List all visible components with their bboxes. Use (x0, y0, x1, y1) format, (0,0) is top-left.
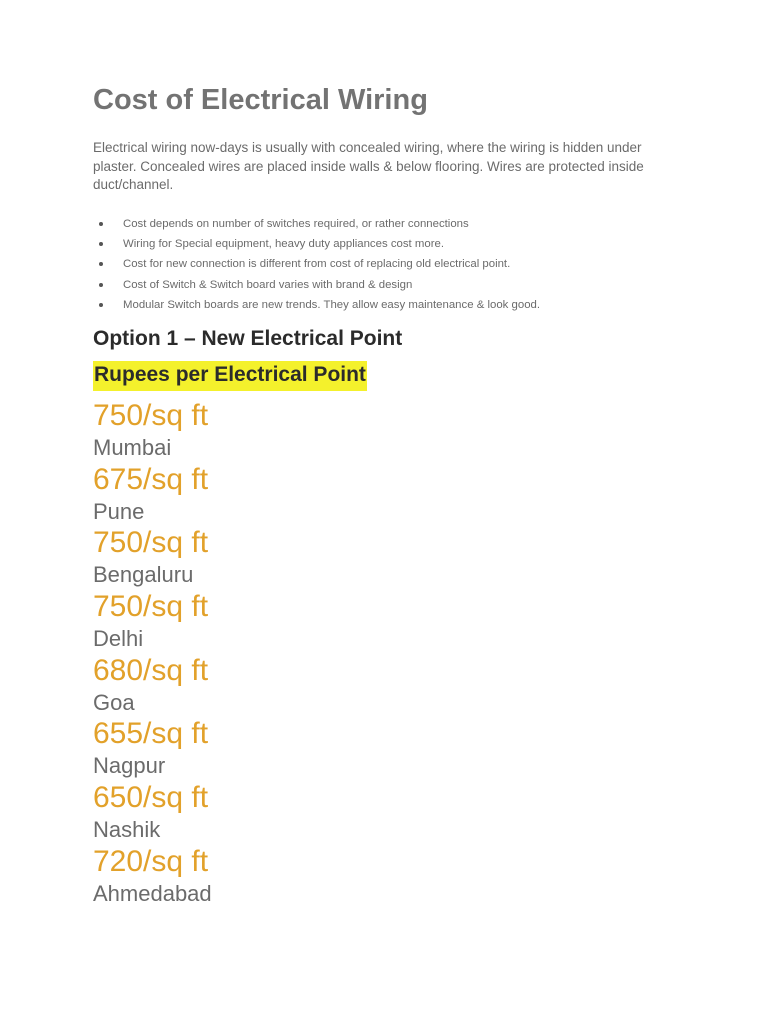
list-item (93, 277, 540, 297)
list-item-text: Cost for new connection is different from cost of replacing old electrical point. (123, 258, 511, 271)
option-heading: Option 1 – New Electrical Point (93, 327, 403, 350)
price-value: 675/sq ft (93, 462, 209, 496)
price-value: 750/sq ft (93, 399, 209, 432)
intro-paragraph: Electrical wiring now-days is usually with concealed wiring, where the wiring is hidden under plaster. Concealed wires are placed inside walls & below flooring. Wires are protected inside duct/channel. (93, 140, 644, 192)
city-name: Pune (93, 498, 145, 524)
price-value: 720/sq ft (93, 844, 209, 878)
list-item-text: Cost of Switch & Switch board varies with brand & design (123, 278, 413, 291)
list-item (93, 236, 540, 256)
bullet-icon (99, 242, 103, 246)
list-item-text: Cost depends on number of switches required, or rather connections (123, 218, 469, 230)
price-value: 750/sq ft (93, 590, 209, 624)
bullet-icon (99, 283, 103, 287)
price-value: 655/sq ft (93, 717, 209, 751)
city-name: Mumbai (93, 435, 172, 460)
highlighted-subheading: Rupees per Electrical Point (93, 361, 367, 391)
price-value: 650/sq ft (93, 781, 209, 815)
city-name: Nagpur (93, 753, 166, 779)
city-name: Ahmedabad (93, 880, 212, 906)
bullet-icon (99, 262, 103, 266)
list-item-text: Modular Switch boards are new trends. They allow easy maintenance & look good. (123, 298, 541, 311)
list-item (93, 256, 540, 276)
price-value: 750/sq ft (93, 526, 209, 560)
list-item (93, 297, 540, 317)
page-title: Cost of Electrical Wiring (93, 84, 428, 116)
city-name: Bengaluru (93, 562, 194, 588)
bullet-icon (99, 222, 103, 226)
bullet-list (93, 216, 540, 317)
price-value: 680/sq ft (93, 653, 209, 687)
city-name: Nashik (93, 817, 161, 843)
city-name: Delhi (93, 626, 144, 652)
list-item (93, 216, 540, 236)
list-item-text: Wiring for Special equipment, heavy duty appliances cost more. (123, 238, 444, 251)
city-name: Goa (93, 689, 135, 715)
bullet-icon (99, 303, 103, 307)
